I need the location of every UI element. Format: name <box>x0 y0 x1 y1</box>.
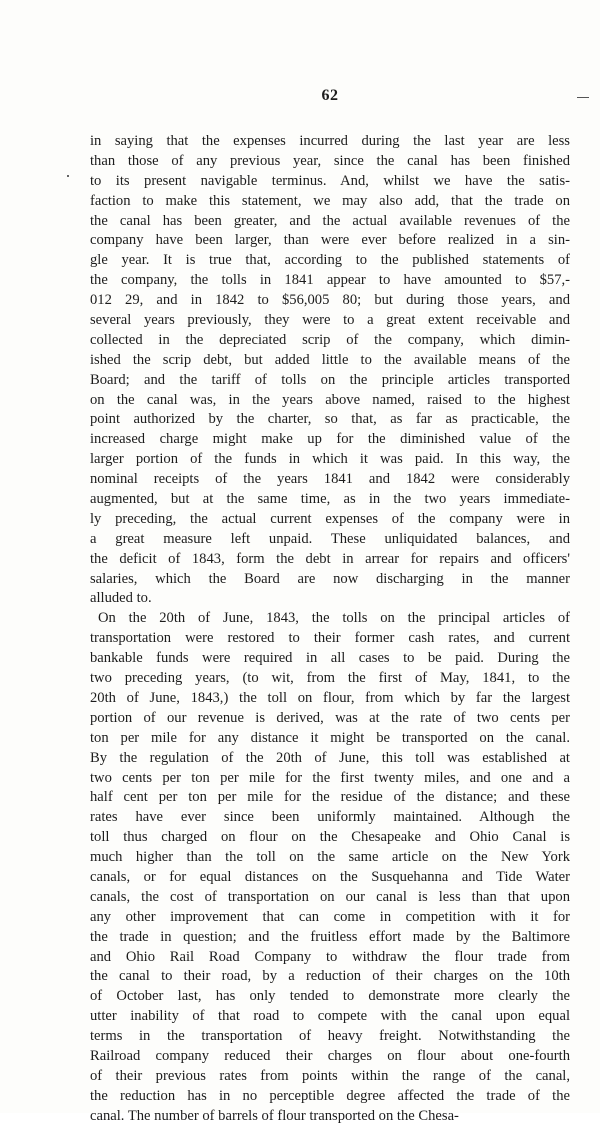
text-line: of their previous rates from points within the range of the canal, <box>90 1067 570 1084</box>
text-line: Board; and the tariff of tolls on the principle articles transported <box>90 371 570 388</box>
body-text <box>90 132 570 1127</box>
text-line: ton per mile for any distance it might be transported on the canal. <box>90 729 570 746</box>
margin-mark <box>67 175 69 177</box>
text-line: canals, or for equal distances on the Susquehanna and Tide Water <box>90 868 570 885</box>
corner-rule <box>577 97 589 98</box>
text-line: the trade in question; and the fruitless effort made by the Baltimore <box>90 928 570 945</box>
text-line: collected in the depreciated scrip of the company, which dimin- <box>90 331 570 348</box>
text-line: half cent per ton per mile for the residue of the distance; and these <box>90 789 570 806</box>
text-line: bankable funds were required in all cases to be paid. During the <box>90 650 570 667</box>
text-line: toll thus charged on flour on the Chesapeake and Ohio Canal is <box>90 829 570 846</box>
text-line: salaries, which the Board are now discharging in the manner <box>90 570 570 587</box>
text-line: increased charge might make up for the diminished value of the <box>90 431 570 448</box>
text-line: several years previously, they were to a great extent receivable and <box>90 312 570 329</box>
text-line: the canal has been greater, and the actual available revenues of the <box>90 212 570 229</box>
text-line: a great measure left unpaid. These unliquidated balances, and <box>90 530 570 547</box>
paragraph-2 <box>90 609 570 1126</box>
text-line: augmented, but at the same time, as in the two years immediate- <box>90 491 570 508</box>
text-line: much higher than the toll on the same article on the New York <box>90 849 570 866</box>
text-line: and Ohio Rail Road Company to withdraw the flour trade from <box>90 948 570 965</box>
text-line: of October last, has only tended to demonstrate more clearly the <box>90 988 570 1005</box>
text-line: 20th of June, 1843,) the toll on flour, from which by far the largest <box>90 689 570 706</box>
text-line: point authorized by the charter, so that, as far as practicable, the <box>90 411 570 428</box>
text-line: canal. The number of barrels of flour transported on the Chesa- <box>90 1107 459 1124</box>
text-line: the deficit of 1843, form the debt in arrear for repairs and officers' <box>90 550 570 567</box>
text-line: than those of any previous year, since the canal has been finished <box>90 152 570 169</box>
text-line: Railroad company reduced their charges on flour about one-fourth <box>90 1047 570 1064</box>
text-line: the company, the tolls in 1841 appear to have amounted to $57,- <box>90 272 570 289</box>
text-line: rates have ever since been uniformly maintained. Although the <box>90 809 570 826</box>
text-line: two cents per ton per mile for the first twenty miles, and one and a <box>90 769 570 786</box>
text-line: on the canal was, in the years above named, raised to the highest <box>90 391 570 408</box>
page-number: 62 <box>321 87 339 104</box>
text-line: ished the scrip debt, but added little to the available means of the <box>90 351 570 368</box>
text-line: ly preceding, the actual current expenses of the company were in <box>90 510 570 527</box>
text-line: utter inability of that road to compete with the canal upon equal <box>90 1008 570 1025</box>
text-line: nominal receipts of the years 1841 and 1842 were considerably <box>90 471 570 488</box>
text-line: two preceding years, (to wit, from the first of May, 1841, to the <box>90 670 570 687</box>
text-line: transportation were restored to their former cash rates, and current <box>90 630 570 647</box>
text-line: to its present navigable terminus. And, whilst we have the satis- <box>90 172 570 189</box>
text-line: in saying that the expenses incurred during the last year are less <box>90 133 570 149</box>
paragraph-1 <box>90 132 570 609</box>
text-line: gle year. It is true that, according to the published statements of <box>90 252 570 269</box>
text-line: larger portion of the funds in which it was paid. In this way, the <box>90 451 570 468</box>
text-line: the reduction has in no perceptible degree affected the trade of the <box>90 1087 570 1104</box>
text-line: By the regulation of the 20th of June, this toll was established at <box>90 749 570 766</box>
text-line: the canal to their road, by a reduction of their charges on the 10th <box>90 968 570 985</box>
text-line: canals, the cost of transportation on our canal is less than that upon <box>90 888 570 905</box>
text-line: faction to make this statement, we may also add, that the trade on <box>90 192 570 209</box>
text-line: portion of our revenue is derived, was at the rate of two cents per <box>90 709 570 726</box>
text-line: 012 29, and in 1842 to $56,005 80; but during those years, and <box>90 292 570 309</box>
text-line: terms in the transportation of heavy freight. Notwithstanding the <box>90 1028 570 1045</box>
text-line: On the 20th of June, 1843, the tolls on the principal articles of <box>98 610 570 627</box>
text-line: alluded to. <box>90 590 152 607</box>
text-line: company have been larger, than were ever before realized in a sin- <box>90 232 570 249</box>
text-line: any other improvement that can come in competition with it for <box>90 908 570 925</box>
